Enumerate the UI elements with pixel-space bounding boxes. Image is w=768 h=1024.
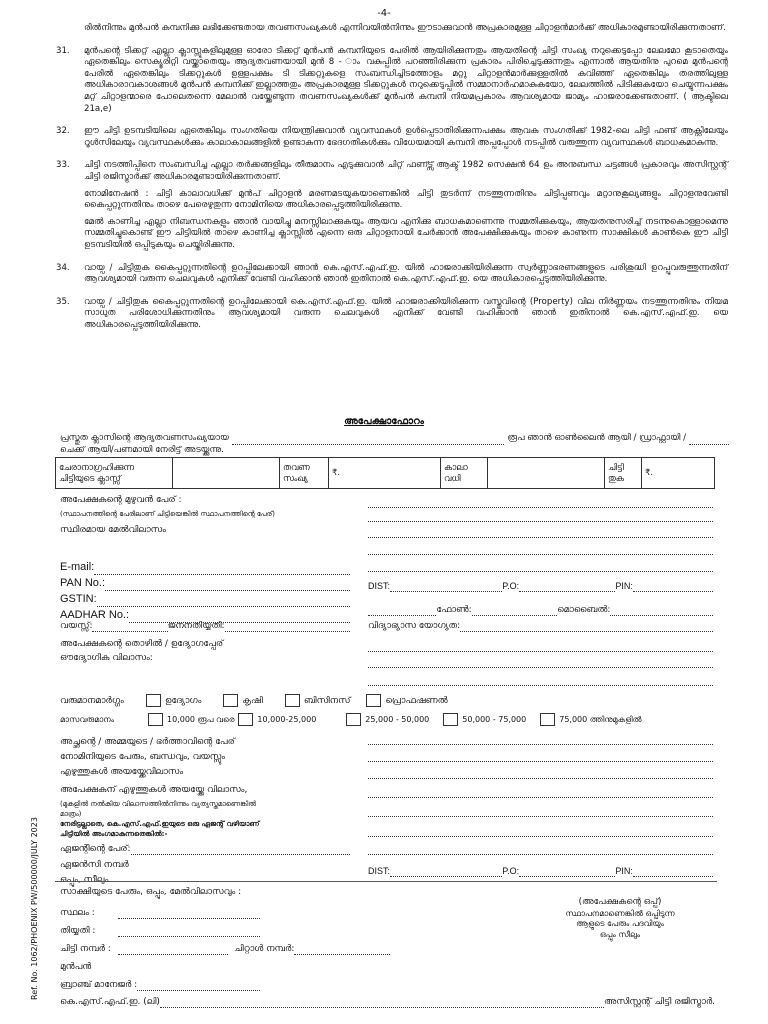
checkbox-professional[interactable] [366,694,381,707]
clause-number: 35. [56,296,70,307]
agent-name-row: ഏജന്റിന്റെ പേര്: [60,843,350,855]
clause-item [56,23,728,40]
chit-no-row: ചിട്ടി നമ്പർ : ചിറ്റാൾ നമ്പർ: [60,943,390,955]
nominee-address-label: എഴുത്തുകൾ അയയ്ക്കേവിലാസം [60,767,184,777]
first-installment-field[interactable] [232,435,505,445]
checkbox-business[interactable] [285,694,300,707]
parent-name-label: അച്ഛന്റെ / അമ്മയുടെ / ഭർത്താവിന്റെ പേര് [60,737,235,747]
name-line-2[interactable] [368,520,713,522]
agent-dist-row: DIST: P.O: PIN: [368,865,713,877]
agent-note: നേരിട്ടല്ലാതെ, കെ.എസ്.എഫ്.ഇയുടെ ഒരു ഏജന്റ് വഴിയാണ് [60,820,260,828]
checkbox-range-1[interactable] [148,713,163,726]
agent-note-2: ചിട്ടിയിൽ അംഗമാകുന്നതെങ്കിൽ:- [60,830,168,838]
phone-field[interactable] [472,606,558,616]
intro-line2: ചെക്ക് ആയി/പണമായി നേരിട്ട് അടയ്ക്കുന്നു. [60,444,224,455]
dist-row: DIST: P.O: PIN: [368,580,713,592]
reference-number: Ref. No. 1062/PHOENIX PW/500000/JULY 2023 [30,817,39,1000]
clause-item [56,126,728,154]
member-no-field[interactable] [294,945,390,955]
address-label: സ്ഥിരമായ മേൽവിലാസം [60,525,166,535]
amount-field[interactable]: ₹. [642,458,715,489]
munpan-label: മുൻപൻ [60,962,92,972]
agent-name-field[interactable] [131,845,350,855]
amount-label: ചിട്ടി തുക [605,458,642,489]
nominee-field[interactable] [368,760,713,762]
pan-row: PAN No.: [60,576,350,591]
clause-item [56,46,728,121]
checkbox-agriculture[interactable] [223,694,238,707]
dob-field[interactable] [225,622,350,632]
mailing-line-2[interactable] [368,796,713,798]
clause-number: 32. [56,126,70,137]
address-line-1[interactable] [368,536,713,538]
mailing-note-2: മാത്രം) [60,810,82,818]
full-name-field[interactable] [368,506,713,508]
checkbox-range-2[interactable] [238,713,253,726]
clause-item [56,297,728,337]
name-note: (സ്ഥാപനത്തിന്റെ പേരിലാണ് ചിട്ടിയെങ്കിൽ സ്ഥാപനത്തിന്റെ പേര്) [60,510,275,518]
office-line-1[interactable] [368,666,713,668]
clause-text: രിൽനിന്നും മുൻപൻ കമ്പനിക്കു ലഭിക്കേണ്ടതായ തവണസംഖ്യകൾ എന്നിവയിൽനിന്നും ഈടാക്കുവാൻ അപ്രകാരമുള്ള ചിറ്റാളൻമാർക്ക് അധികാരമുണ്ടായിരിക്കുന്നതാണ്. [84,23,726,33]
installment-label: തവണ സംഖ്യ [280,458,329,489]
gstin-row: GSTIN: [60,592,350,607]
email-row: E-mail: [60,560,350,575]
clause-text: മേൽ കാണിച്ച എല്ലാ നിബന്ധനകളും ഞാൻ വായിച്ചു മനസ്സിലാക്കുകയും ആയവ എനിക്കു ബാധകമാണെന്നു സമ്മതിക്കുകയും, ആയതനുസരിച്ച് നടന്നുകൊള്ളാമെന്നു സമ്മതിച്ചുകൊണ്ട് ഈ ചിട്ടിയിൽ താഴെ കാണിച്ച ക്ലാസ്സിൽ എന്നെ ഒരു ചിറ്റാളനായി ചേർക്കാൻ അപേക്ഷിക്കുകയും താഴെ കാണുന്ന സാക്ഷികൾ കാൺകെ ഈ ചിട്ടി ഉടമ്പടിയിൽ ഒപ്പിടുകയും ചെയ്തിരിക്കുന്നു. [84,216,728,250]
branch-manager-row: ബ്രാഞ്ച് മാനേജർ : [60,979,260,991]
date-field[interactable] [118,927,260,937]
mailing-label: അപേക്ഷകന് എഴുത്തുകൾ അയയ്ക്കേ വിലാസം, [60,785,248,795]
signature-note-1: സ്ഥാപനമാണെങ്കിൽ ഒപ്പിടുന്ന [565,908,675,918]
clause-text: വായ്പ / ചിട്ടിതുക കൈപ്പറ്റുന്നതിന്റെ ഉറപ്പിലേക്കായി കെ.എസ്.എഫ്.ഇ. യിൽ ഹാജരാക്കിയിരിക്കുന്ന വസ്തുവിന്റെ (Property) വില നിർണ്ണയം നടത്തുന്നതിനും നിയമ സാധുത പരിശോധിക്കുന്നതിനും ആവശ്യമായി വരുന്ന ചെലവുകൾ എനിക്ക് വേണ്ടി വഹിക്കാൻ ഞാൻ ഇതിനാൽ കെ.എസ്.എഫ്.ഇ. യെ അധികാരപ്പെടുത്തിയിരിക്കുന്നു. [84,296,728,330]
clause-number [56,23,84,40]
clause-text: ചിട്ടി നടത്തിപ്പിനെ സംബന്ധിച്ച എല്ലാ തർക്കങ്ങളിലും തീരുമാനം എടുക്കുവാൻ ചിറ്റ് ഫണ്ട്സ് ആക്ട് 1982 സെക്ഷൻ 64 ഉം അനുബന്ധ ചട്ടങ്ങൾ പ്രകാരവും അസിസ്റ്റന്റ് ചിട്ടി രജിസ്ട്രാർക്ക് അധികാരമുണ്ടായിരിക്കുന്നതാണ്. [84,160,728,182]
aadhar-row: AADHAR No.: [60,608,350,623]
clause-text: ഈ ചിട്ടി ഉടമ്പടിയിലെ ഏതെങ്കിലും സംഗതിയെ നിയന്ത്രിക്കുവാൻ വ്യവസ്ഥകൾ ഉൾപ്പെടാതിരിക്കുന്നപക്ഷം ആവക സംഗതിക്ക് 1982-ലെ ചിട്ടി ഫണ്ട് ആക്റ്റിലേയും റൂൾസിലേയും വ്യവസ്ഥകൾക്കും കാലാകാലങ്ങളിൽ ഉണ്ടാകുന്ന ഭേദഗതികൾക്കും വിധേയമായി കമ്പനി അപ്പപ്പോൾ നടപ്പിൽ വരുത്തുന്ന വ്യവസ്ഥകൾ ബാധകമാകുന്നു. [84,126,728,148]
age-field[interactable] [92,622,167,632]
period-field[interactable] [488,458,605,489]
checkbox-range-5[interactable] [540,713,555,726]
agent-pin-field[interactable] [633,867,713,877]
clause-text: നോമിനേഷൻ : ചിട്ടി കാലാവധിക്ക് മുൻപ് ചിറ്റാളൻ മരണമടയുകയാണെങ്കിൽ ചിട്ടി തുടർന്ന് നടത്തുന്നതിനും ചിട്ടിപ്പണവും മറ്റാനുകൂല്യങ്ങളും ചിറ്റാളനുവേണ്ടി കൈപ്പറ്റുന്നതിനും താഴെ പേരെഴുതുന്ന നോമിനിയെ അധികാരപ്പെടുത്തിയിരിക്കുന്നു. [84,188,728,211]
nominee-label: നോമിനിയുടെ പേരും, ബന്ധവും, വയസ്സും [60,752,226,762]
gstin-field[interactable] [97,597,350,607]
chit-no-field[interactable] [118,945,228,955]
class-field[interactable] [173,458,280,489]
place-row: സ്ഥലം : [60,907,260,919]
signature-note-2: ആളുടെ പേരും പദവിയും [576,919,664,929]
dist-field[interactable] [390,582,502,592]
class-label: ചേരാനാഗ്രഹിക്കുന്ന ചിട്ടിയുടെ ക്ലാസ്സ് [56,458,173,489]
period-label: കാലാ വധി [441,458,488,489]
office-line-2[interactable] [368,684,713,686]
payment-mode-field[interactable] [689,435,729,445]
office-address-label: ഔദ്യോഗിക വിലാസം: [60,653,153,663]
mailing-line-5[interactable] [368,853,713,855]
signature-block [520,897,720,941]
checkbox-job[interactable] [146,694,161,707]
po-field[interactable] [519,582,615,592]
mailing-line-1[interactable] [368,777,713,779]
installment-field[interactable]: ₹. [329,458,441,489]
occupation-field[interactable] [368,650,713,652]
pan-field[interactable] [105,581,350,591]
income-source-row: വരുമാനമാർഗ്ഗം ഉദ്യോഗം കൃഷി ബിസിനസ് പ്രൊഫഷണൽ [60,695,448,706]
divider [55,881,717,882]
pin-field[interactable] [633,582,713,592]
parent-name-field[interactable] [368,743,713,745]
address-line-2[interactable] [368,553,713,555]
agent-po-field[interactable] [519,867,615,877]
clause-text: വായ്പ / ചിട്ടിതുക കൈപ്പറ്റുന്നതിന്റെ ഉറപ്പിലേക്കായി ഞാൻ കെ.എസ്.എഫ്.ഇ. യിൽ ഹാജരാക്കിയിരിക്കുന്ന സ്വർണ്ണാഭരണങ്ങളുടെ പരിശുദ്ധി ഉറപ്പുവരുത്തുന്നതിന് ആവശ്യമായി വരുന്ന ചെലവുകൾ എനിക്ക് വേണ്ടി വഹിക്കാൻ ഞാൻ ഇതിനാൽ കെ.എസ്.എഫ്.ഇ. യെ അധികാരപ്പെടുത്തിയിരിക്കുന്നു. [84,262,728,285]
address-line-3[interactable] [368,570,713,572]
witness-label: സാക്ഷിയുടെ പേരും, ഒപ്പും, മേൽവിലാസവും : [60,887,242,897]
age-row: വയസ്സ്: ജനനതിയ്യതി: [60,620,350,632]
agency-number-label: ഏജൻസി നമ്പർ [60,860,129,870]
phone-row: ഫോൺ: മൊബൈൽ: [368,604,713,616]
place-field[interactable] [118,909,260,919]
clause-text: മുൻപന്റെ ടിക്കറ്റ് എല്ലാ ക്ലാസ്സുകളിലുമുള്ള ഓരോ ടിക്കറ്റ് മുൻപൻ കമ്പനിയുടെ പേരിൽ ആയിരിക്കുന്നതും ആയതിന്റെ ചിട്ടി സംഖ്യ നറുക്കെടുപ്പോ ലേലമോ കൂടാതെയും ഏതെങ്കിലും സെക്യൂരിറ്റി വയ്ക്കാതെയും ആദ്യതവണയായി മുൻ 8 - ാം വകുപ്പിൽ പറഞ്ഞിരിക്കുന്ന പ്രകാരം പിരിച്ചെടുക്കുന്നതും എന്നാൽ ആയതിനു പുറമെ മുൻപന്റെ പേരിൽ ഏതെങ്കിലും ടിക്കറ്റുകൾ ഉള്ളപക്ഷം ടി ടിക്കറ്റുകളെ സംബന്ധിച്ചിടത്തോളം മറ്റു ചിറ്റാളൻമാർക്കുള്ളതിൽ കവിഞ്ഞ് ഏതെങ്കിലും തരത്തിലുള്ള അധികാരാവകാശങ്ങൾ മുൻപൻ കമ്പനിക്ക് ഇല്ലാത്തതും അപ്രകാരമുള്ള ടിക്കറ്റുകൾ നറുക്കെടുപ്പിൽ സമ്മാനാർഹമാകുകയോ, ലേലത്തിൽ പിടിക്കുകയോ ചെയ്യുന്നപക്ഷം മറ്റ് ചിറ്റാളന്മാരെ പോലെതന്നെ മേലാൽ വയ്ക്കേണ്ടുന്ന തവണസംഖ്യകൾക്ക് മുൻപൻ കമ്പനി നിയമപ്രകാരം ആവശ്യമായ ജാമ്യം ഹാജരാക്കേണ്ടതാണ്. ( ആക്ടിലെ 21a,e) [84,45,728,114]
clause-number: 31. [56,45,70,56]
mailing-note: (മുകളിൽ നൽകിയ വിലാസത്തിൽനിന്നും വ്യത്യസ്തമാണെങ്കിൽ [60,800,257,808]
clause-item [56,160,728,256]
monthly-income-row: മാസവരുമാനം 10,000 രൂപ വരെ 10,000-25,000 25,000 - 50,000 50,000 - 75,000 75,000 ത്തിനുമുകളിൽ [60,713,642,726]
phone-prefix[interactable] [368,606,436,616]
signature-label: (അപേക്ഷകന്റെ ഒപ്പ്) [578,897,662,907]
checkbox-range-3[interactable] [346,713,361,726]
full-name-label: അപേക്ഷകന്റെ മുഴുവൻ പേര് : [60,495,182,505]
chit-details-table [55,457,715,489]
agent-sign-label: ഒപ്പും, സീലും [60,875,109,885]
branch-manager-field[interactable] [137,981,260,991]
date-row: തിയ്യതി : [60,925,260,937]
registrar-row: കെ.എസ്.എഫ്.ഇ. (ലി) അസിസ്റ്റന്റ് ചിട്ടി രജിസ്ട്രാർ. [60,997,715,1007]
signature-note-3: ഒപ്പും സീലും [599,930,641,940]
mailing-line-4[interactable] [368,835,713,837]
form-title: അപേക്ഷാഫോറം [344,416,424,427]
clause-number: 34. [56,262,70,273]
checkbox-range-4[interactable] [443,713,458,726]
terms-clauses [56,23,728,342]
occupation-label: അപേക്ഷകന്റെ തൊഴിൽ / ഉദ്യോഗപ്പേര് [60,639,224,649]
intro-part1: പ്രസ്തുത ക്ലാസിന്റെ ആദ്യതവണസംഖ്യയായ [60,433,229,443]
education-row: വിദ്യാഭ്യാസ യോഗ്യത: [368,620,713,632]
agent-dist-field[interactable] [390,867,502,877]
intro-declaration [60,433,732,456]
page-number: -4- [377,8,391,19]
intro-part2: രൂപ ഞാൻ ഓൺലൈൻ ആയി / ഡ്രാഫ്റ്റായി / [507,433,686,443]
education-field[interactable] [460,622,713,632]
mailing-line-3[interactable] [368,815,713,817]
clause-item [56,263,728,291]
mobile-field[interactable] [610,606,713,616]
email-field[interactable] [94,565,350,575]
registrar-field[interactable] [160,998,604,1008]
clause-number: 33. [56,160,70,171]
